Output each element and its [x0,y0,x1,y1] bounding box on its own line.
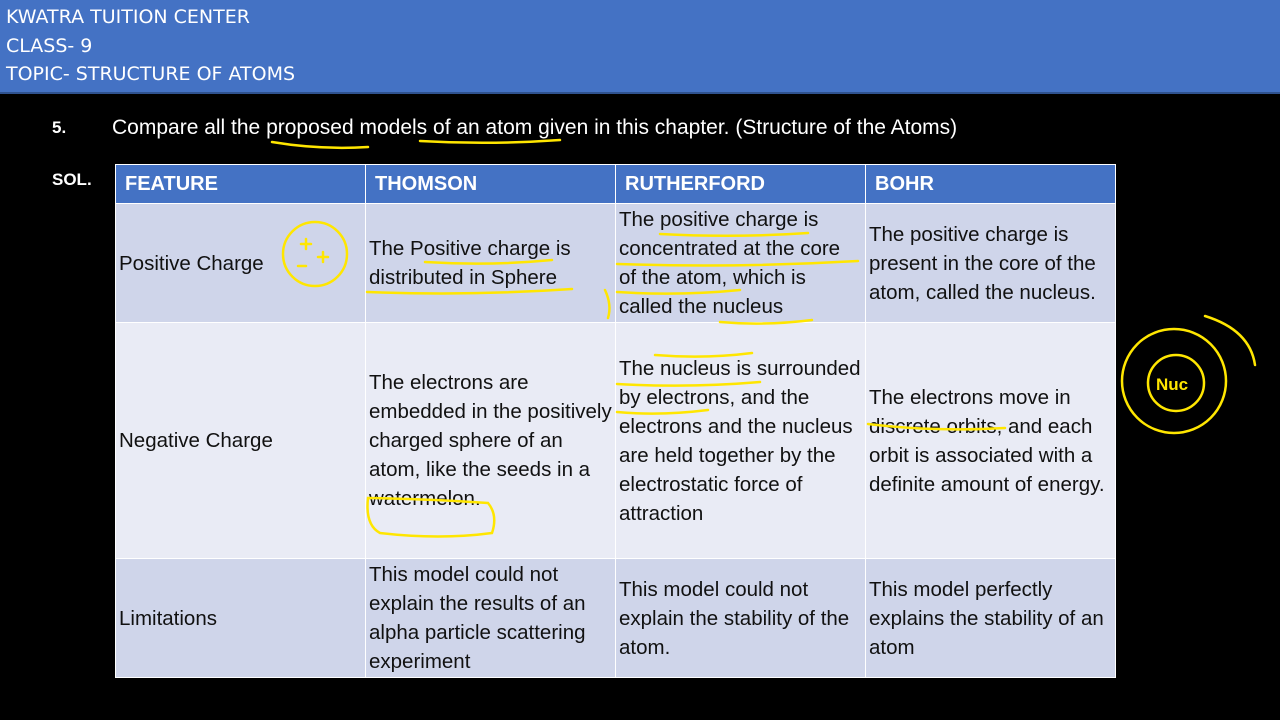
header-bohr: BOHR [866,165,1116,204]
header-thomson: THOMSON [366,165,616,204]
rutherford-cell: The nucleus is surrounded by electrons, and the electrons and the nucleus are held together by the electrostatic force of attraction [616,323,866,559]
question-number: 5. [52,118,67,137]
thomson-cell: This model could not explain the results of an alpha particle scattering experiment [366,559,616,678]
orbit-arc-icon [1205,316,1255,365]
question-text: Compare all the proposed models of an atom given in this chapter. (Structure of the Atoms) [112,116,958,139]
table-row [116,323,1116,559]
thomson-cell: The electrons are embedded in the positively charged sphere of an atom, like the seeds in a watermelon. [366,323,616,559]
table-row [116,204,1116,323]
feature-cell: Limitations [116,559,366,678]
underline-proposed [272,142,368,148]
rutherford-cell: The positive charge is concentrated at the core of the atom, which is called the nucleus [616,204,866,323]
atom-models-table [115,164,1116,678]
rutherford-cell: This model could not explain the stability of the atom. [616,559,866,678]
header-rutherford: RUTHERFORD [616,165,866,204]
nucleus-label: Nuc [1156,375,1189,394]
nucleus-inner-circle-icon [1148,355,1204,411]
table-row [116,559,1116,678]
class-label: CLASS- 9 [6,35,93,57]
nucleus-orbit-icon [1122,329,1226,433]
center-name: KWATRA TUITION CENTER [6,6,250,28]
feature-cell: Negative Charge [116,323,366,559]
bohr-cell: This model perfectly explains the stability of an atom [866,559,1116,678]
topic-label: TOPIC- STRUCTURE OF ATOMS [6,63,296,85]
underline-models-of-atom [420,140,560,143]
header-feature: FEATURE [116,165,366,204]
bohr-cell: The positive charge is present in the core of the atom, called the nucleus. [866,204,1116,323]
thomson-cell: The Positive charge is distributed in Sphere [366,204,616,323]
solution-label: SOL. [52,170,92,189]
bohr-cell: The electrons move in discrete orbits, and each orbit is associated with a definite amount of energy. [866,323,1116,559]
feature-cell: Positive Charge [116,204,366,323]
table-header-row [116,165,1116,204]
title-banner [0,0,1280,94]
